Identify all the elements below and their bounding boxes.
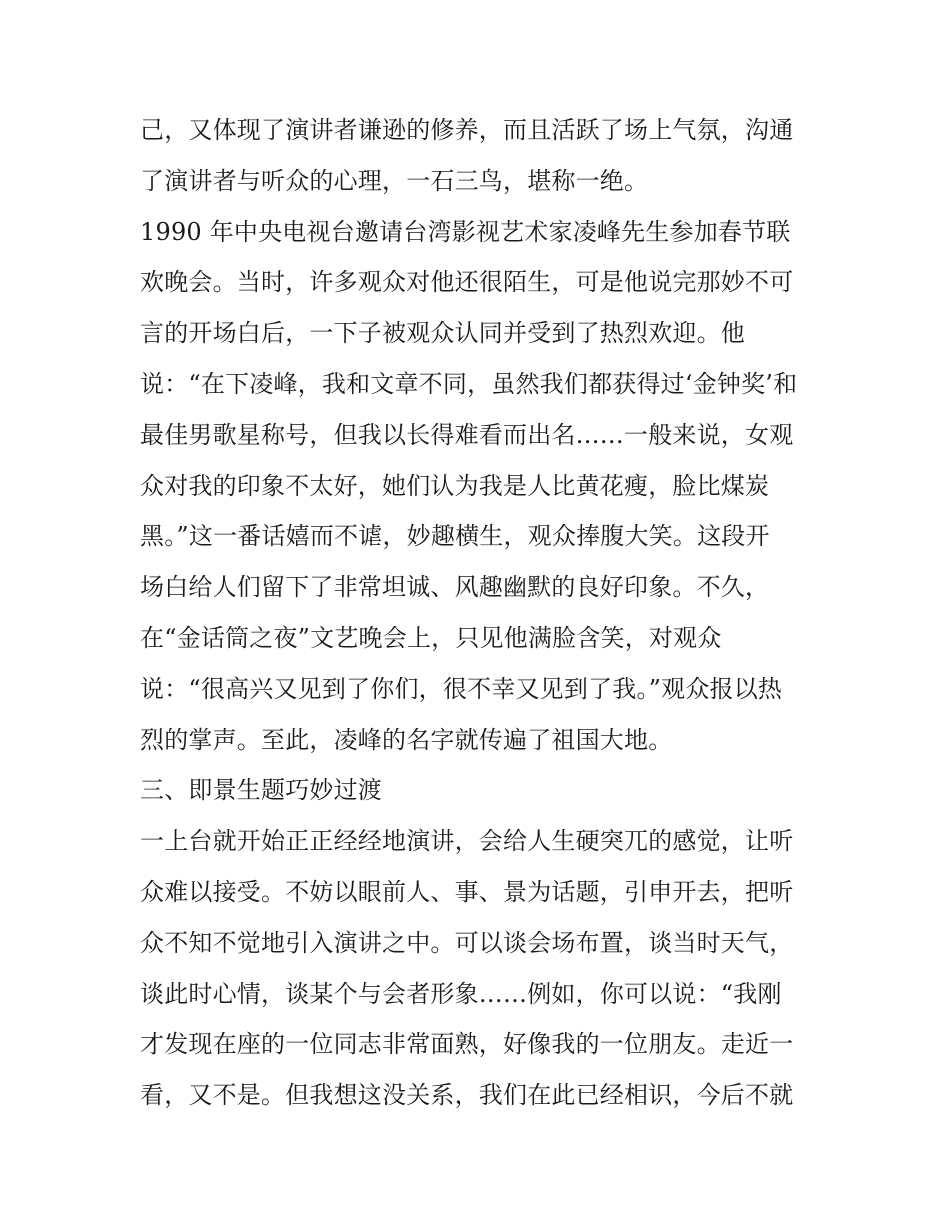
text-line: 众不知不觉地引入演讲之中。可以谈会场布置，谈当时天气，: [140, 928, 794, 957]
text-line: 在“金话筒之夜”文艺晚会上，只见他满脸含笑，对观众: [140, 623, 722, 652]
text-line: 众难以接受。不妨以眼前人、事、景为话题，引申开去，把听: [140, 877, 794, 906]
section-heading: 三、即景生题巧妙过渡: [140, 776, 382, 805]
text-line: 说：“在下凌峰，我和文章不同，虽然我们都获得过‘金钟奖’和: [140, 369, 798, 398]
text-line: 己，又体现了演讲者谦逊的修养，而且活跃了场上气氛，沟通: [140, 116, 794, 144]
text-line: 众对我的印象不太好，她们认为我是人比黄花瘦，脸比煤炭: [140, 471, 770, 500]
text-line: 1990 年中央电视台邀请台湾影视艺术家凌峰先生参加春节联: [140, 217, 791, 246]
text-line: 黑。”这一番话嬉而不谑，妙趣横生，观众捧腹大笑。这段开: [140, 522, 770, 551]
text-line: 欢晚会。当时，许多观众对他还很陌生，可是他说完那妙不可: [140, 268, 794, 297]
text-line: 说：“很高兴又见到了你们，很不幸又见到了我。”观众报以热: [140, 674, 783, 703]
text-line: 谈此时心情，谈某个与会者形象……例如，你可以说：“我刚: [140, 979, 782, 1008]
text-line: 看，又不是。但我想这没关系，我们在此已经相识，今后不就: [140, 1081, 794, 1110]
text-line: 场白给人们留下了非常坦诚、风趣幽默的良好印象。不久，: [140, 573, 770, 602]
text-line: 了演讲者与听众的心理，一石三鸟，堪称一绝。: [140, 166, 649, 195]
text-line: 最佳男歌星称号，但我以长得难看而出名……一般来说，女观: [140, 420, 794, 449]
text-line: 一上台就开始正正经经地演讲，会给人生硬突兀的感觉，让听: [140, 827, 794, 856]
body-text: [140, 105, 820, 1121]
text-line: 才发现在座的一位同志非常面熟，好像我的一位朋友。走近一: [140, 1030, 794, 1059]
text-line: 烈的掌声。至此，凌峰的名字就传遍了祖国大地。: [140, 725, 673, 754]
text-line: 言的开场白后，一下子被观众认同并受到了热烈欢迎。他: [140, 319, 745, 348]
